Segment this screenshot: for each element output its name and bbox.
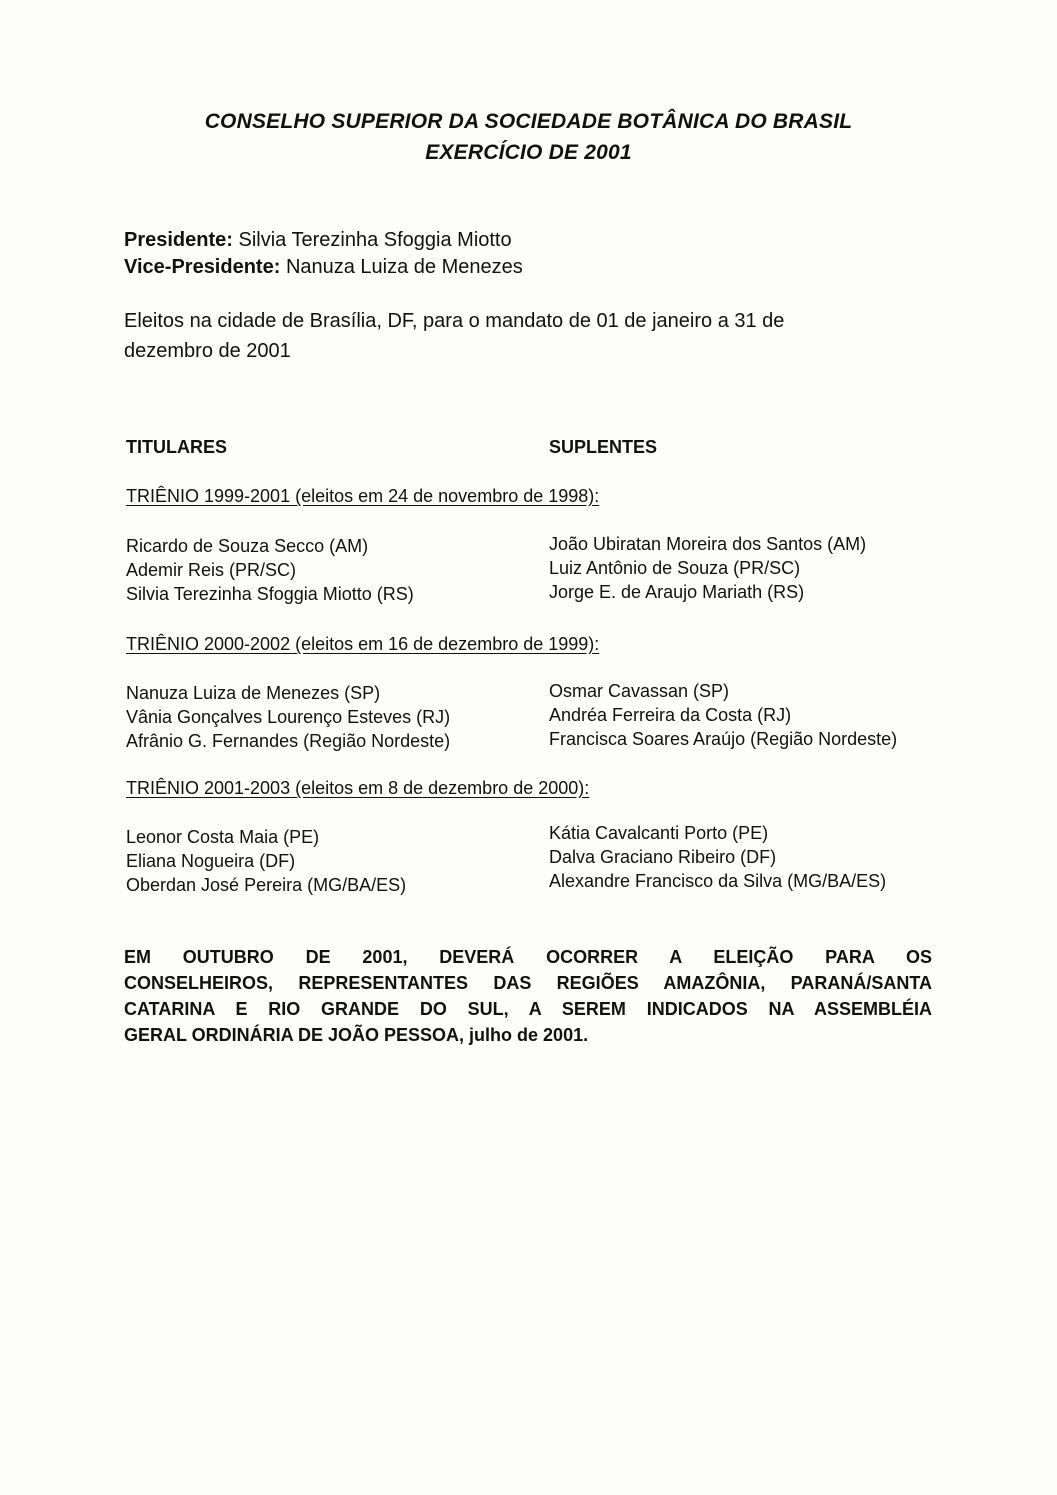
triennium-heading: TRIÊNIO 1999-2001 (eleitos em 24 de novembro de 1998): bbox=[126, 486, 600, 506]
vice-president-label: Vice-Presidente: bbox=[124, 256, 281, 278]
titular-member: Eliana Nogueira (DF) bbox=[126, 851, 296, 871]
document-title: CONSELHO SUPERIOR DA SOCIEDADE BOTÂNICA DO BRASIL bbox=[204, 110, 853, 133]
titular-member: Silvia Terezinha Sfoggia Miotto (RS) bbox=[126, 584, 414, 604]
suplente-member: Alexandre Francisco da Silva (MG/BA/ES) bbox=[549, 871, 887, 891]
vice-president-line bbox=[124, 256, 523, 279]
vice-president-name: Nanuza Luiza de Menezes bbox=[285, 256, 523, 278]
elected-text-line-2: dezembro de 2001 bbox=[124, 340, 291, 362]
triennium-heading: TRIÊNIO 2000-2002 (eleitos em 16 de dezembro de 1999): bbox=[126, 634, 600, 654]
suplente-member: Andréa Ferreira da Costa (RJ) bbox=[549, 705, 792, 725]
president-label: Presidente: bbox=[124, 229, 233, 251]
suplente-member: João Ubiratan Moreira dos Santos (AM) bbox=[549, 534, 867, 554]
suplentes-column-header: SUPLENTES bbox=[549, 437, 658, 457]
president-line bbox=[124, 229, 512, 252]
suplente-member: Francisca Soares Araújo (Região Nordeste) bbox=[549, 729, 898, 749]
suplente-member: Dalva Graciano Ribeiro (DF) bbox=[549, 847, 777, 867]
suplente-member: Kátia Cavalcanti Porto (PE) bbox=[549, 823, 769, 843]
document-subtitle: EXERCÍCIO DE 2001 bbox=[425, 141, 632, 164]
elected-text-line-1: Eleitos na cidade de Brasília, DF, para o mandato de 01 de janeiro a 31 de bbox=[124, 310, 785, 332]
triennium-heading: TRIÊNIO 2001-2003 (eleitos em 8 de dezembro de 2000): bbox=[126, 778, 590, 798]
notice-line: CATARINA E RIO GRANDE DO SUL, A SEREM INDICADOS NA ASSEMBLÉIA bbox=[124, 999, 932, 1019]
suplente-member: Osmar Cavassan (SP) bbox=[549, 681, 730, 701]
titular-member: Nanuza Luiza de Menezes (SP) bbox=[126, 683, 381, 703]
notice-line: EM OUTUBRO DE 2001, DEVERÁ OCORRER A ELEIÇÃO PARA OS bbox=[124, 947, 932, 967]
notice-line: GERAL ORDINÁRIA DE JOÃO PESSOA, julho de 2001. bbox=[124, 1025, 589, 1045]
titular-member: Ademir Reis (PR/SC) bbox=[126, 560, 297, 580]
titular-member: Vânia Gonçalves Lourenço Esteves (RJ) bbox=[126, 707, 451, 727]
suplente-member: Jorge E. de Araujo Mariath (RS) bbox=[549, 582, 805, 602]
titular-member: Ricardo de Souza Secco (AM) bbox=[126, 536, 369, 556]
titulares-column-header: TITULARES bbox=[126, 437, 227, 457]
suplente-member: Luiz Antônio de Souza (PR/SC) bbox=[549, 558, 801, 578]
president-name: Silvia Terezinha Sfoggia Miotto bbox=[238, 229, 512, 251]
titular-member: Leonor Costa Maia (PE) bbox=[126, 827, 320, 847]
titular-member: Afrânio G. Fernandes (Região Nordeste) bbox=[126, 731, 451, 751]
notice-line: CONSELHEIROS, REPRESENTANTES DAS REGIÕES AMAZÔNIA, PARANÁ/SANTA bbox=[124, 973, 932, 993]
election-notice bbox=[124, 944, 932, 1048]
titular-member: Oberdan José Pereira (MG/BA/ES) bbox=[126, 875, 407, 895]
